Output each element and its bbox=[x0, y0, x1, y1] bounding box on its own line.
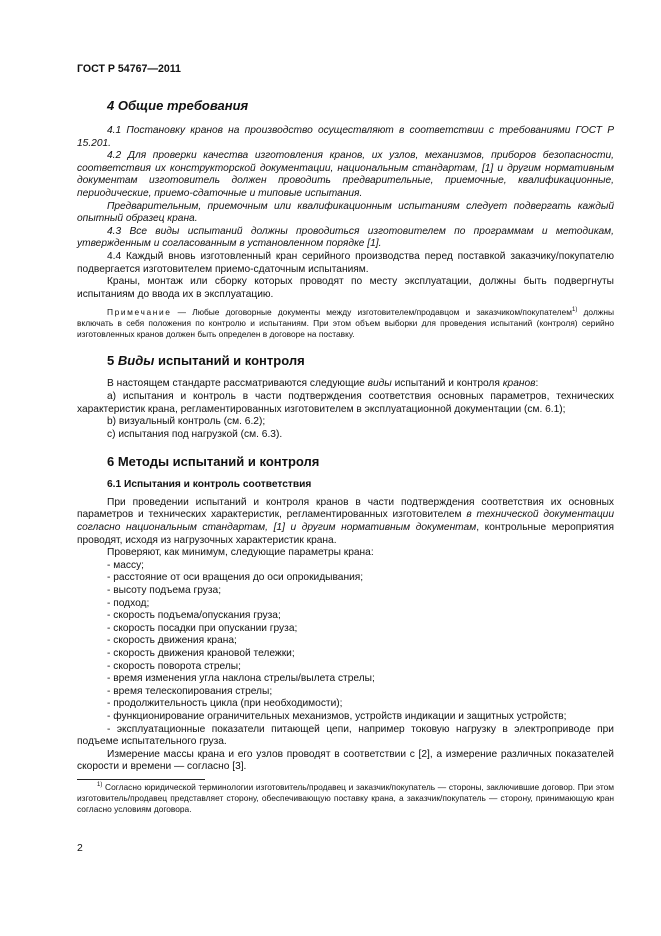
dash-item: - скорость посадки при опускании груза; bbox=[107, 622, 298, 634]
note-label: Примечание bbox=[107, 307, 172, 318]
page-number: 2 bbox=[77, 843, 83, 854]
section-5-intro-a: В настоящем стандарте рассматриваются следующие bbox=[107, 378, 368, 390]
subsection-6-1-heading: 6.1 Испытания и контроль соответствия bbox=[107, 479, 312, 491]
dash-item: - функционирование ограничительных механизмов, устройств индикации и защитных устройств; bbox=[107, 710, 567, 722]
section-5-intro-italic-1: виды bbox=[367, 378, 392, 390]
note-paragraph bbox=[77, 307, 614, 340]
list-item-b: b) визуальный контроль (см. 6.2); bbox=[107, 416, 266, 428]
footnote-divider bbox=[77, 779, 205, 780]
dash-item: - время изменения угла наклона стрелы/вылета стрелы; bbox=[107, 673, 375, 685]
dash-item: - высоту подъема груза; bbox=[107, 585, 222, 597]
note-text-b: должны включать в себя положения по контролю и испытаниям. При этом объем выборки для проведения испытаний (контроля) серийно изготовленных кранов должен быть определен в договоре на поставку. bbox=[77, 307, 614, 340]
footnote bbox=[77, 782, 614, 815]
section-5-intro-italic-2: кранов bbox=[502, 378, 536, 390]
section-4-heading: 4 Общие требования bbox=[107, 98, 249, 113]
dash-item: - время телескопирования стрелы; bbox=[107, 685, 273, 697]
paragraph-6-1-b: , контрольные мероприятия проводят, исходя из нагрузочных характеристик крана. bbox=[77, 522, 614, 546]
dash-item: - скорость поворота стрелы; bbox=[107, 660, 241, 672]
paragraph-4-4-cont: Краны, монтаж или сборку которых проводят по месту эксплуатации, должны быть подвергнуты испытаниям до ввода их в эксплуатацию. bbox=[77, 276, 614, 300]
paragraph-4-1: 4.1 Постановку кранов на производство осуществляют в соответствии с требованиями ГОСТ Р 15.201. bbox=[77, 125, 614, 149]
dash-item: - продолжительность цикла (при необходимости); bbox=[107, 698, 343, 710]
list-item-c: с) испытания под нагрузкой (см. 6.3). bbox=[107, 428, 283, 440]
section-5-intro-b: испытаний и контроля bbox=[391, 378, 503, 390]
paragraph-6-1-a: При проведении испытаний и контроля кранов в части подтверждения соответствия их основных параметров и технических характеристик, регламентированных изготовителем bbox=[77, 496, 614, 521]
paragraph-6-1 bbox=[77, 497, 614, 547]
dash-item: - расстояние от оси вращения до оси опрокидывания; bbox=[107, 572, 364, 584]
document-header: ГОСТ Р 54767—2011 bbox=[77, 63, 181, 75]
paragraph-6-1-italic: в технической документации согласно национальным стандартам, [1] и другим нормативным документам bbox=[77, 509, 614, 534]
footnote-marker: 1) bbox=[97, 781, 103, 788]
section-6-heading: 6 Методы испытаний и контроля bbox=[107, 454, 320, 470]
dash-item-last: - эксплуатационные показатели питающей цепи, например токовую нагрузку в электроприводе при подъеме испытательного груза. bbox=[77, 723, 614, 748]
section-5-heading-rest: испытаний и контроля bbox=[157, 353, 305, 369]
paragraph-6-1-params-intro: Проверяют, как минимум, следующие параметры крана: bbox=[107, 547, 374, 559]
section-5-heading bbox=[77, 353, 614, 369]
paragraph-4-2-cont: Предварительным, приемочным или квалификационным испытаниям следует подвергать каждый опытный образец крана. bbox=[77, 200, 614, 225]
dash-item: - подход; bbox=[107, 597, 150, 609]
paragraph-6-1-measurement: Измерение массы крана и его узлов проводят в соответствии с [2], а измерение различных показателей скорости и времени — согласно [3]. bbox=[77, 748, 614, 773]
note-text-a: — Любые договорные документы между изготовителем/продавцом и заказчиком/покупателем bbox=[171, 307, 572, 318]
paragraph-4-3: 4.3 Все виды испытаний должны проводиться изготовителем по программам и методикам, утвержденным и согласованным в установленном порядке [1]. bbox=[77, 225, 614, 250]
dash-item: - скорость движения крана; bbox=[107, 635, 237, 647]
paragraph-4-2: 4.2 Для проверки качества изготовления кранов, их узлов, механизмов, приборов безопасности, соответствия их конструкторской документации, национальным стандартам, [1] и другим нормативным документам изготовитель должен проводить предварительные, приемочные, квалификационные, периодические, приемо-сдаточные и типовые испытания. bbox=[77, 150, 614, 199]
list-item-a: а) испытания и контроль в части подтверждения соответствия основных параметров, технических характеристик крана, регламентированных изготовителем в эксплуатационной документации (см. 6.1); bbox=[77, 390, 614, 415]
paragraph-4-4: 4.4 Каждый вновь изготовленный кран серийного производства перед поставкой заказчику/покупателю подвергается изготовителем приемо-сдаточным испытаниям. bbox=[77, 250, 614, 275]
dash-item: - массу; bbox=[107, 559, 145, 571]
section-5-heading-italic: Виды bbox=[117, 353, 155, 369]
section-5-intro-c: : bbox=[535, 378, 539, 390]
dash-item: - скорость движения крановой тележки; bbox=[107, 648, 295, 659]
section-5-number: 5 bbox=[107, 353, 115, 369]
footnote-text: Согласно юридической терминологии изготовитель/продавец и заказчик/покупатель — стороны, заключившие договор. При этом изготовитель/продавец представляет сторону, обеспечивающую поставку крана, а заказчик/покупатель — сторону, принимающую кран согласно условиям договора. bbox=[77, 781, 614, 814]
note-footnote-ref: 1) bbox=[571, 307, 578, 314]
dash-item: - скорость подъема/опускания груза; bbox=[107, 610, 281, 622]
section-5-intro bbox=[77, 378, 614, 391]
page-content bbox=[77, 92, 614, 815]
